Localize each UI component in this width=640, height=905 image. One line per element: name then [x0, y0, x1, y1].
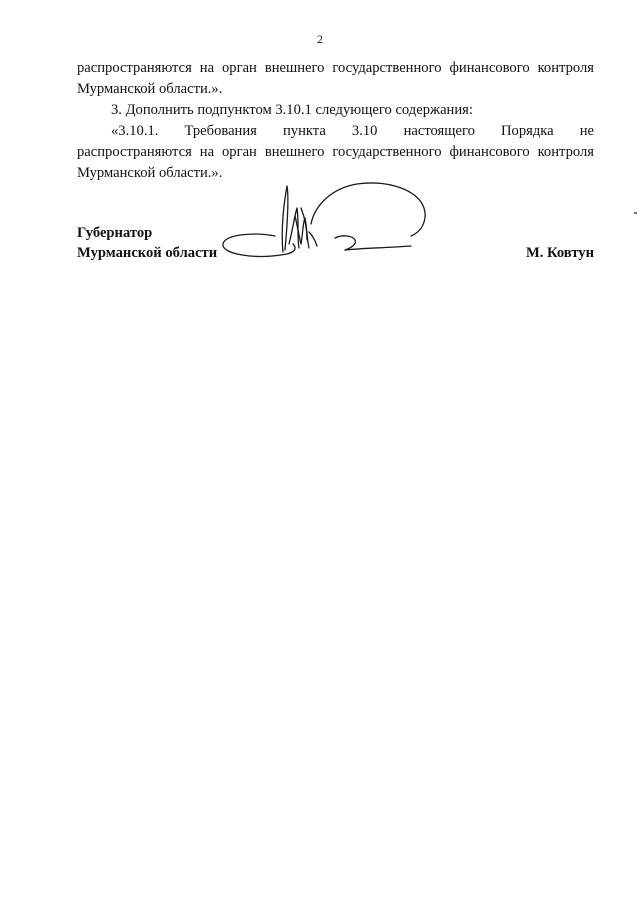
text-line: 3. Дополнить подпунктом 3.10.1 следующего содержания:	[111, 102, 473, 118]
signatory-title: Губернатор	[77, 225, 153, 241]
text-line: Мурманской области.».	[77, 81, 223, 97]
handwritten-signature	[215, 178, 445, 270]
paragraph-continuation	[77, 58, 594, 100]
quoted-subitem-3-10-1	[77, 121, 594, 184]
paragraph-item-3	[77, 100, 594, 121]
scan-speck	[634, 212, 637, 214]
signatory-name: М. Ковтун	[525, 245, 594, 261]
text-line: «3.10.1. Требования пункта 3.10 настоящего Порядка не	[111, 123, 594, 139]
text-line: распространяются на орган внешнего государственного финансового контроля	[77, 144, 594, 160]
page-number: 2	[317, 32, 323, 46]
text-line: распространяются на орган внешнего государственного финансового контроля	[77, 60, 594, 76]
signatory-region: Мурманской области	[77, 245, 218, 261]
text-line: Мурманской области.».	[77, 165, 223, 181]
